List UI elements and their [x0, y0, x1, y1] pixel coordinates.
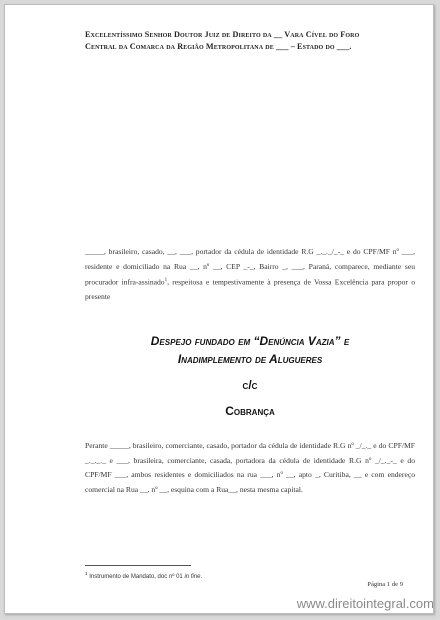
intro-text-a: _____, brasileiro, casado, __, ___, portador da cédula de identidade R.G _._._/_-_ e do CPF/MF nº ___, residente e domiciliado na Rua __, nº __, CEP _-_, Bairro _, ___, Paraná, comparece, mediante seu procurador infra-assinado — [85, 247, 415, 287]
title-line-2: Inadimplemento de Alugueres — [177, 352, 323, 366]
header-line-2: Central da Comarca da Região Metropolitana de ___ – Estado do ___. — [85, 42, 352, 51]
defendants-paragraph: Perante _____, brasileiro, comerciante, casado, portador da cédula de identidade R.G nº _/_._ e do CPF/MF _._._._ e ___, brasileira, comerciante, casada, portadora da cédula de identidade R.G nº _/_._-_ e do CPF/MF ___, ambos residentes e domiciliados na rua ___, nº __, apto _, Curitiba, __ e com endereço comercial na Rua __, nº __, esquina com a Rua__, nesta mesma capital. — [85, 441, 415, 494]
header-line-1: Excelentíssimo Senhor Doutor Juiz de Direito da __ Vara Cível do Foro — [85, 30, 360, 39]
page-number: Página 1 de 9 — [367, 581, 403, 588]
footnote-marker: 1 — [85, 571, 88, 576]
footnote — [85, 571, 385, 580]
site-watermark: www.direitointegral.com — [296, 596, 434, 611]
footnote-end: . — [200, 574, 203, 580]
intro-paragraph — [85, 245, 415, 305]
action-title — [85, 332, 415, 420]
title-line-1: Despejo fundado em “Denúncia Vazia” e — [150, 334, 350, 348]
court-address-header — [85, 29, 405, 53]
title-cc: c/c — [242, 378, 258, 392]
footnote-text: Instrumento de Mandato, doc nº 01 — [89, 574, 185, 580]
footnote-italic: in fine — [184, 574, 201, 580]
title-cobranca: Cobrança — [225, 404, 275, 418]
footnote-separator — [85, 565, 191, 566]
intro-text-b: , respeitosa e tempestivamente à presença de Vossa Excelência para propor o presente — [85, 277, 415, 302]
document-page — [4, 4, 434, 614]
intro-footnote-marker: 1 — [164, 278, 168, 284]
